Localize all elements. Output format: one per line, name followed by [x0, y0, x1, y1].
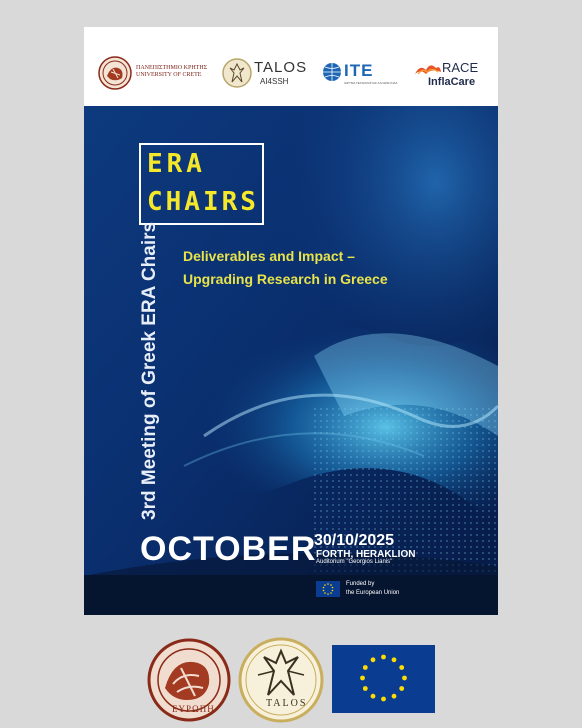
flame-icon [414, 62, 442, 76]
poster-footer-band [84, 575, 498, 615]
talos-logo [222, 57, 312, 91]
race-inflacare-logo [414, 59, 494, 93]
ite-globe-icon [322, 62, 342, 82]
event-date: 30/10/2025 [314, 532, 395, 549]
race-name: RACE [442, 60, 479, 75]
talos-name: TALOS [254, 59, 308, 76]
event-venue: FORTH, HERAKLION [316, 549, 416, 560]
event-month: OCTOBER [140, 530, 317, 568]
uoc-seal-icon [98, 56, 132, 90]
era-title-line1: ERA [147, 149, 206, 179]
subtitle-line2: Upgrading Research in Greece [183, 271, 388, 287]
talos-coin-icon [238, 637, 324, 723]
europa-seal-text: ΕΥΡΩΠΗ [172, 704, 215, 714]
ite-subname: ΙΔΡΥΜΑ ΤΕΧΝΟΛΟΓΙΑΣ ΚΑΙ ΕΡΕΥΝΑΣ [344, 81, 398, 85]
funded-by-text [346, 580, 399, 598]
uoc-name-english: UNIVERSITY OF CRETE [136, 72, 202, 78]
university-of-crete-logo [98, 57, 223, 89]
ite-logo [322, 60, 402, 90]
funded-line1: Funded by [346, 581, 375, 587]
event-poster [84, 27, 498, 615]
inflacare-name: InflaCare [428, 76, 476, 88]
event-auditorium: Auditorium "Georgios Lianis" [316, 559, 393, 565]
talos-subname: AI4SSH [260, 77, 289, 86]
uoc-name-greek: ΠΑΝΕΠΙΣΤΗΜΙΟ ΚΡΗΤΗΣ [136, 65, 208, 71]
eu-flag-small-icon [316, 581, 340, 597]
vertical-meeting-title: 3rd Meeting of Greek ERA Chairs [139, 221, 160, 520]
partner-logo-bar [84, 27, 498, 106]
funded-line2: the European Union [346, 590, 400, 596]
era-title-line2: CHAIRS [147, 187, 259, 217]
ite-name: ITE [344, 61, 374, 80]
talos-coin-text: TALOS [266, 698, 308, 709]
eu-flag-icon [332, 645, 435, 713]
talos-seal-icon [222, 58, 252, 88]
subtitle-line1: Deliverables and Impact – [183, 248, 355, 264]
